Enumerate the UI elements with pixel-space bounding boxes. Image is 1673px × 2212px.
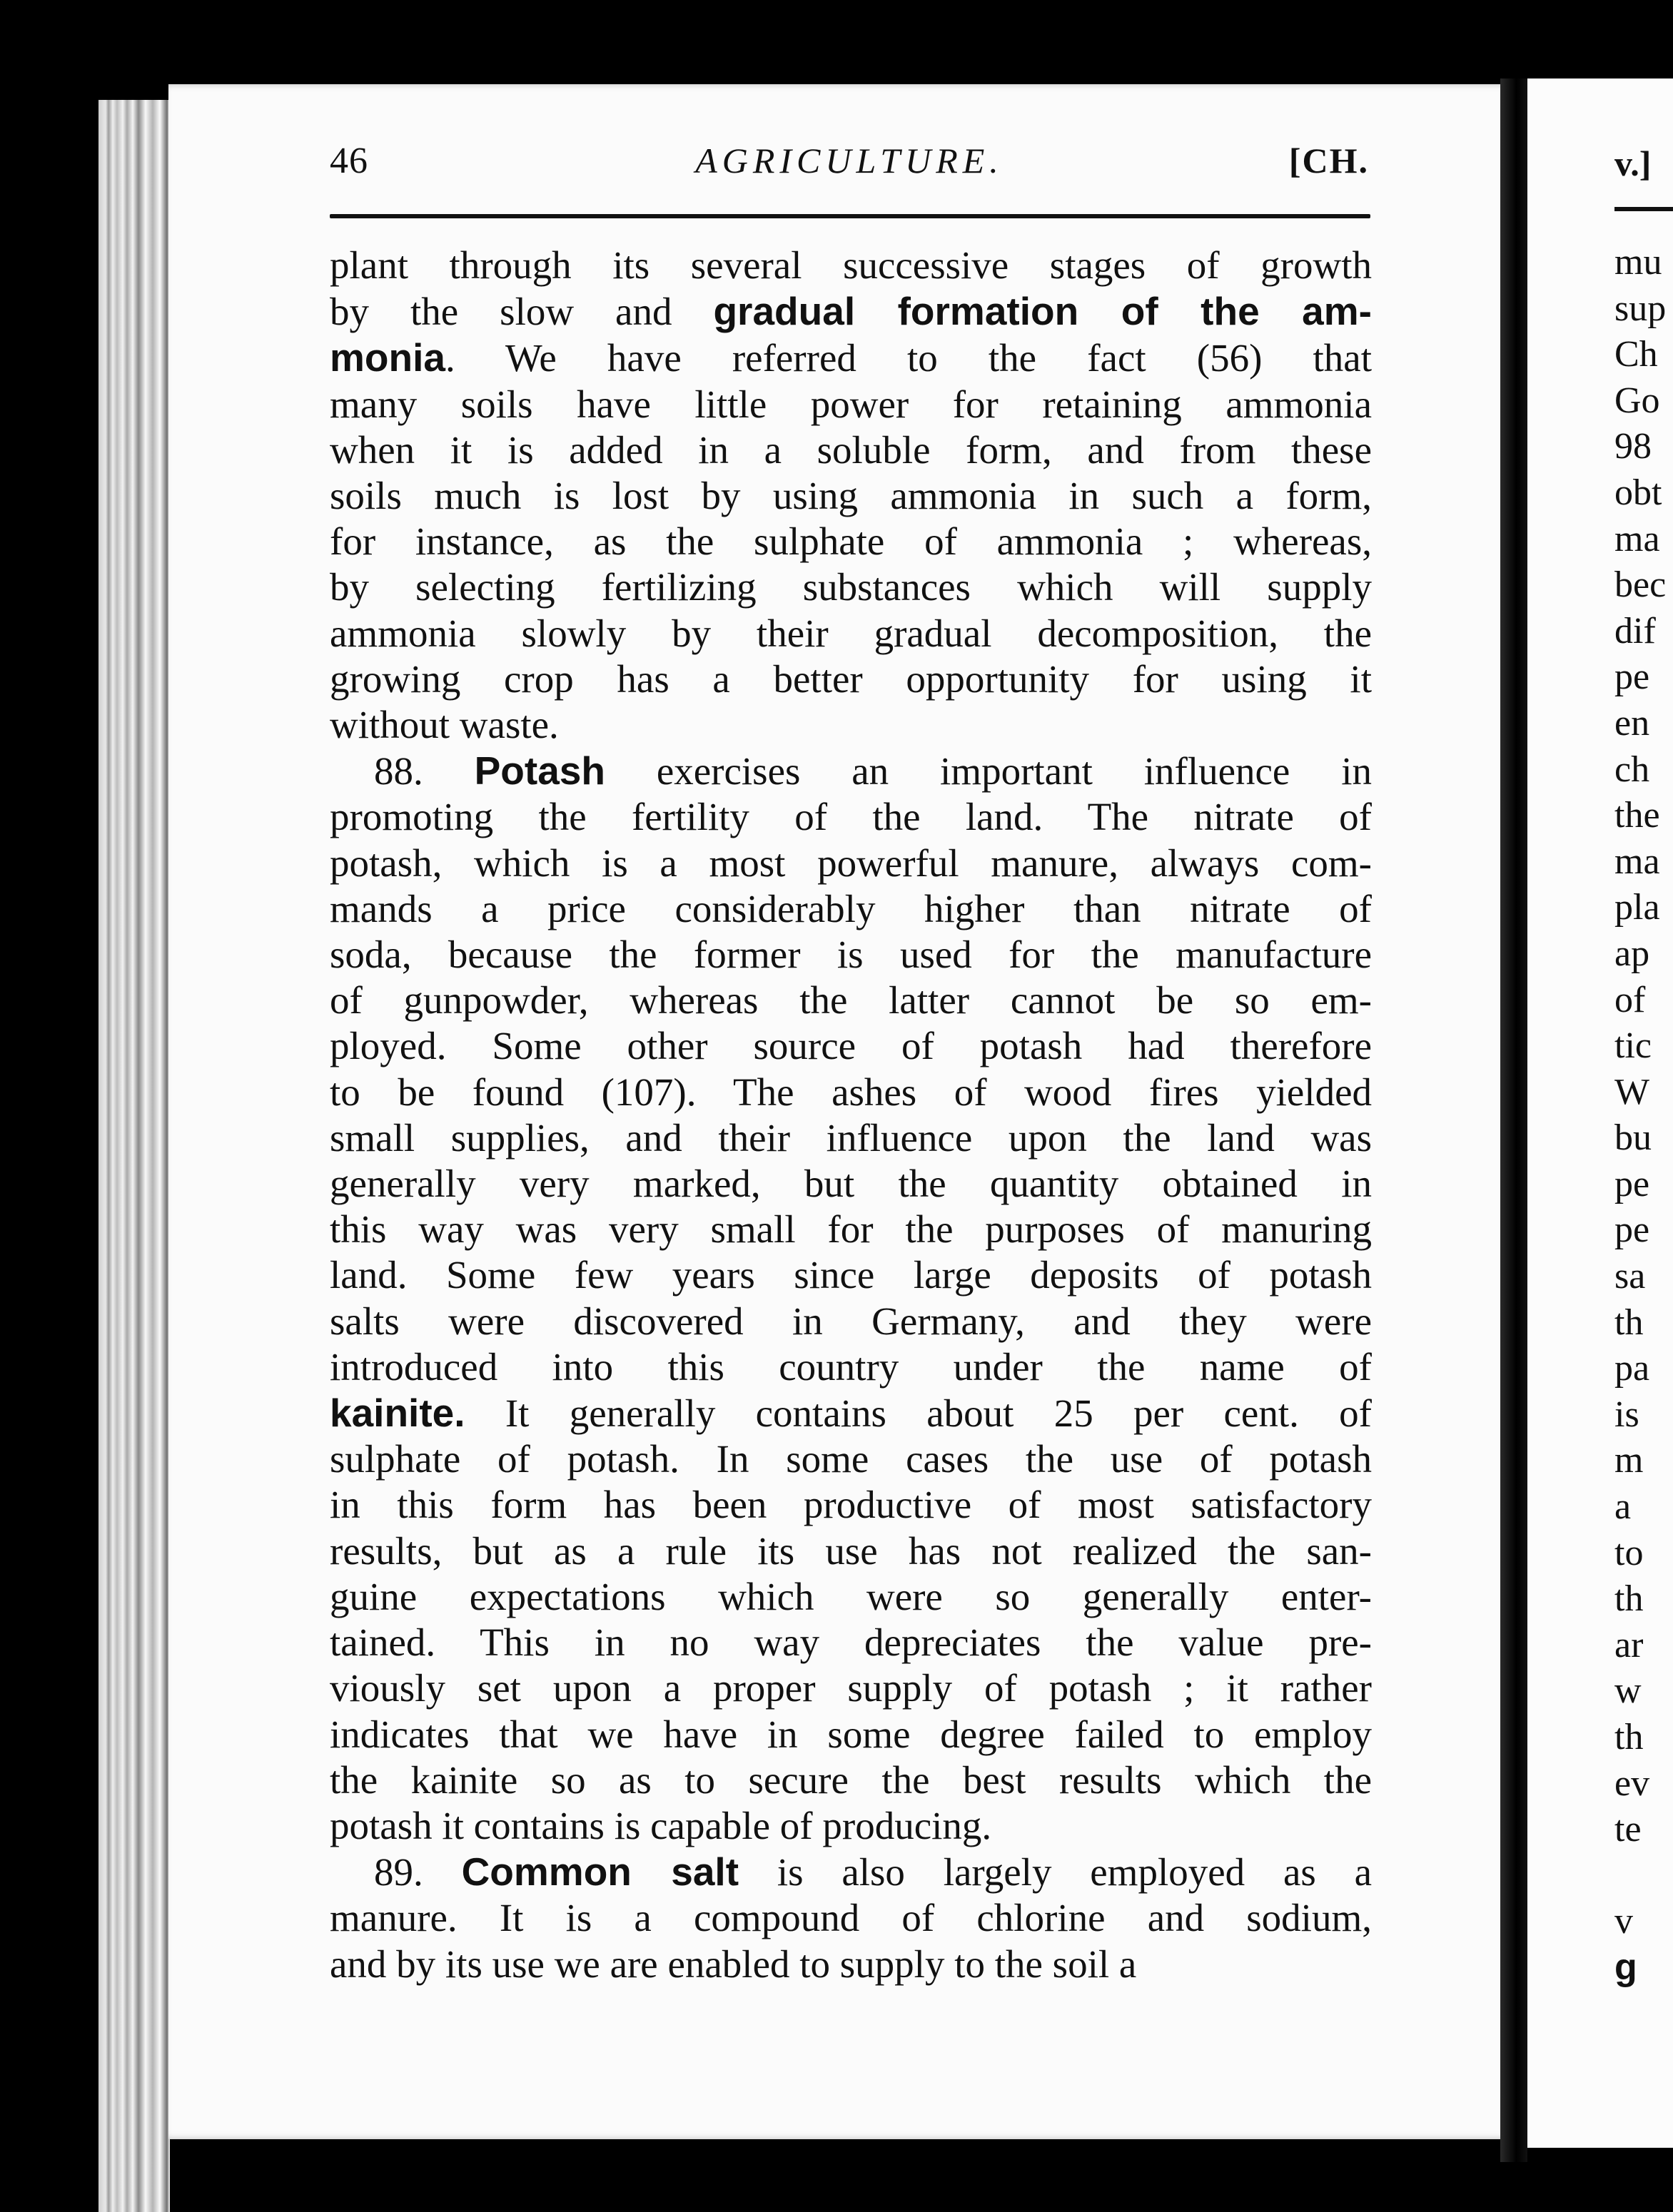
text-run: is also largely employed as a (739, 1850, 1373, 1894)
text-run: land. Some few years since large deposits of potash (330, 1253, 1372, 1297)
text-line (330, 748, 1372, 794)
text-line (330, 1482, 1372, 1528)
text-line (330, 1620, 1372, 1665)
text-line (330, 1207, 1372, 1252)
right-page-fragment: ma (1614, 518, 1660, 559)
text-line (330, 611, 1372, 656)
text-line (330, 519, 1372, 564)
right-page-fragment: 98 (1614, 426, 1652, 467)
bold-term: monia (330, 335, 445, 380)
text-run: exercises an important influence in (605, 749, 1372, 793)
text-line (330, 1436, 1372, 1482)
right-page-text (1614, 240, 1673, 1991)
text-line (330, 1070, 1372, 1115)
text-run: results, but as a rule its use has not realized the san- (330, 1528, 1372, 1573)
bold-term: Potash (474, 749, 605, 793)
right-page-fragment: th (1614, 1717, 1644, 1757)
text-run: without waste. (330, 703, 559, 747)
text-run: 89. (374, 1850, 462, 1894)
text-line (330, 932, 1372, 978)
right-page-fragment: m (1614, 1440, 1644, 1481)
text-run: potash, which is a most powerful manure, always com- (330, 841, 1372, 885)
text-run: many soils have little power for retaining ammonia (330, 382, 1372, 426)
right-page-fragment: bu (1614, 1117, 1652, 1159)
text-line (330, 656, 1372, 702)
text-run: small supplies, and their influence upon the land was (330, 1115, 1372, 1160)
text-run: promoting the fertility of the land. The nitrate of (330, 795, 1372, 839)
text-line (330, 288, 1372, 335)
right-page-fragment: tic (1614, 1025, 1652, 1067)
text-line (330, 1252, 1372, 1298)
page-edges (98, 100, 170, 2212)
right-page-fragment: bec (1614, 564, 1667, 606)
text-run: ammonia slowly by their gradual decomposition, the (330, 611, 1372, 655)
text-run: of gunpowder, whereas the latter cannot be so em- (330, 978, 1372, 1023)
right-page-fragment: pe (1614, 656, 1650, 698)
text-run: growing crop has a better opportunity for using it (330, 656, 1372, 701)
right-page-fragment: W (1614, 1071, 1650, 1112)
right-page-fragment: v (1614, 1900, 1633, 1942)
bold-term: Common salt (461, 1850, 739, 1894)
right-page-fragment: ch (1614, 749, 1650, 790)
text-line (330, 886, 1372, 932)
text-run: to be found (107). The ashes of wood fires yielded (330, 1070, 1372, 1114)
right-page-header-rule (1614, 207, 1673, 211)
right-page-fragment: w (1614, 1670, 1642, 1712)
text-run: ployed. Some other source of potash had therefore (330, 1024, 1372, 1068)
page-header (330, 140, 1369, 190)
text-run: potash it contains is capable of producing. (330, 1803, 992, 1847)
text-line (330, 1942, 1372, 1987)
text-run: tained. This in no way depreciates the value pre- (330, 1620, 1372, 1665)
text-line (330, 1803, 1372, 1849)
bold-term: gradual formation of the am- (713, 289, 1372, 334)
text-line (330, 1390, 1372, 1436)
text-run: soda, because the former is used for the manufacture (330, 933, 1372, 977)
text-run: manure. It is a compound of chlorine and sodium, (330, 1896, 1372, 1940)
right-page-fragment: pe (1614, 1163, 1650, 1204)
right-page-fragment: en (1614, 702, 1650, 744)
book-gutter (1500, 78, 1527, 2162)
right-page-fragment (1614, 1853, 1673, 1899)
right-page-fragment: ap (1614, 933, 1650, 974)
text-run: It generally contains about 25 per cent. of (465, 1391, 1372, 1436)
text-line (330, 1023, 1372, 1069)
right-page-fragment: pa (1614, 1348, 1650, 1389)
text-run: sulphate of potash. In some cases the use of potash (330, 1437, 1372, 1481)
text-line (330, 1574, 1372, 1620)
right-page-fragment: obt (1614, 472, 1662, 513)
text-line (330, 473, 1372, 519)
text-line (330, 1712, 1372, 1757)
text-run: indicates that we have in some degree failed to employ (330, 1712, 1372, 1756)
right-page-fragment: g (1614, 1947, 1637, 1989)
right-page-fragment: te (1614, 1809, 1642, 1850)
text-line (330, 1528, 1372, 1574)
text-run: in this form has been productive of most satisfactory (330, 1483, 1372, 1527)
header-rule (330, 214, 1370, 218)
text-line (330, 841, 1372, 886)
text-line (330, 564, 1372, 610)
right-page-fragment: th (1614, 1578, 1644, 1620)
right-page-fragment: pla (1614, 887, 1660, 928)
text-run: for instance, as the sulphate of ammonia ; whereas, (330, 519, 1372, 564)
text-line (330, 702, 1372, 748)
text-run: and by its use we are enabled to supply to the soil a (330, 1942, 1137, 1986)
text-line (330, 1849, 1372, 1895)
right-page-header: v.] (1614, 143, 1652, 183)
right-page-fragment: Ch (1614, 334, 1658, 375)
right-page-fragment: of (1614, 979, 1646, 1020)
text-run: 88. (374, 749, 475, 793)
text-line (330, 794, 1372, 840)
right-page-fragment: mu (1614, 242, 1662, 283)
text-run: mands a price considerably higher than nitrate of (330, 886, 1372, 930)
text-line (330, 427, 1372, 473)
text-run: plant through its several successive stages of growth (330, 243, 1372, 287)
text-run: by selecting fertilizing substances which will supply (330, 565, 1372, 609)
right-page-fragment: ev (1614, 1762, 1650, 1804)
right-page-fragment: Go (1614, 380, 1660, 421)
chapter-mark: [CH. (1288, 141, 1369, 181)
right-page-fragment: a (1614, 1486, 1632, 1528)
bold-term: kainite. (330, 1391, 465, 1436)
page-number: 46 (330, 141, 368, 181)
running-title: AGRICULTURE. (695, 141, 1004, 181)
body-text (330, 243, 1372, 1987)
right-page-fragment: sa (1614, 1256, 1646, 1297)
text-run: the kainite so as to secure the best results which the (330, 1757, 1372, 1802)
text-line (330, 1344, 1372, 1390)
text-line (330, 1665, 1372, 1711)
text-line (330, 335, 1372, 381)
text-line (330, 382, 1372, 427)
right-page-fragment: is (1614, 1394, 1639, 1435)
right-page-fragment: the (1614, 795, 1660, 836)
text-run: when it is added in a soluble form, and from these (330, 427, 1372, 472)
text-run: generally very marked, but the quantity obtained in (330, 1162, 1372, 1206)
text-run: viously set upon a proper supply of potash ; it rather (330, 1666, 1372, 1710)
text-run: soils much is lost by using ammonia in such a form, (330, 474, 1372, 518)
text-line (330, 1757, 1372, 1803)
text-line (330, 1299, 1372, 1344)
text-run: guine expectations which were so generally enter- (330, 1574, 1372, 1618)
right-page-fragment: pe (1614, 1209, 1650, 1251)
text-line (330, 978, 1372, 1023)
right-page-fragment: ar (1614, 1624, 1644, 1665)
text-run: salts were discovered in Germany, and they were (330, 1299, 1372, 1343)
text-run: this way was very small for the purposes of manuring (330, 1207, 1372, 1252)
right-page-fragment: sup (1614, 288, 1667, 329)
right-page-fragment: to (1614, 1532, 1644, 1573)
text-run: introduced into this country under the name of (330, 1344, 1372, 1389)
right-page-fragment: ma (1614, 841, 1660, 882)
right-page-fragment: th (1614, 1302, 1644, 1343)
right-page-fragment: dif (1614, 610, 1656, 651)
text-line (330, 1161, 1372, 1207)
text-line (330, 243, 1372, 288)
text-line (330, 1895, 1372, 1941)
text-run: . We have referred to the fact (56) that (445, 336, 1372, 380)
text-run: by the slow and (330, 290, 714, 334)
text-line (330, 1115, 1372, 1161)
